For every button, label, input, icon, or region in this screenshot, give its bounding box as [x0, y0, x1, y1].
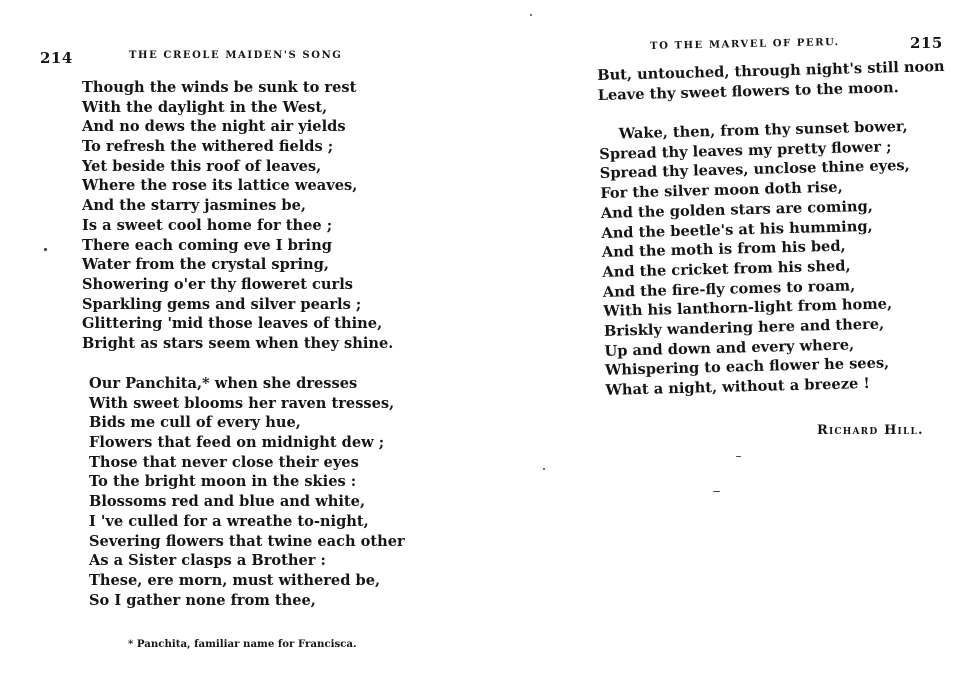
poem-line: But, untouched, through night's still noon: [597, 57, 945, 84]
footnote: * Panchita, familiar name for Francisca.: [128, 638, 357, 650]
poem-line: These, ere morn, must withered be,: [89, 571, 381, 589]
poem-line: And the cricket from his shed,: [602, 257, 851, 281]
poem-line: And the starry jasmines be,: [82, 197, 306, 215]
poem-line: Spread thy leaves, unclose thine eyes,: [599, 157, 910, 183]
poem-line: Whispering to each flower he sees,: [604, 354, 890, 380]
poem-line: Though the winds be sunk to rest: [82, 79, 357, 96]
right-text-block: [597, 57, 953, 401]
poem-line: Wake, then, from thy sunset bower,: [618, 117, 908, 143]
poem-line: Blossoms red and blue and white,: [89, 493, 366, 511]
running-head-right: TO THE MARVEL OF PERU.: [650, 37, 840, 52]
paper-speck: [44, 248, 47, 251]
poem-line: Sparkling gems and silver pearls ;: [82, 295, 362, 313]
poem-stanza-right-1: [597, 57, 953, 401]
poem-line: Flowers that feed on midnight dew ;: [89, 434, 385, 452]
poem-line: Glittering 'mid those leaves of thine,: [82, 315, 383, 333]
poem-line: And the beetle's at his humming,: [601, 217, 873, 242]
poem-stanza-left-1: [82, 78, 393, 354]
poem-line: So I gather none from thee,: [89, 591, 316, 609]
page-number-left: 214: [40, 49, 73, 67]
poem-line: Up and down and every where,: [604, 335, 855, 360]
poem-line: Briskly wandering here and there,: [603, 315, 885, 340]
poem-stanza-left-2: [89, 374, 405, 610]
poem-line: Showering o'er thy floweret curls: [82, 275, 353, 293]
poem-line: Bright as stars seem when they shine.: [82, 334, 394, 352]
poem-line: Water from the crystal spring,: [82, 256, 329, 274]
poem-line: For the silver moon doth rise,: [600, 178, 843, 203]
poem-line: What a night, without a breeze !: [605, 374, 871, 399]
running-head-left: THE CREOLE MAIDEN'S SONG: [129, 50, 343, 61]
paper-speck: [530, 14, 532, 16]
poem-line: There each coming eve I bring: [82, 236, 332, 254]
poem-line: Spread thy leaves my pretty flower ;: [599, 138, 892, 163]
poem-line: I 've culled for a wreathe to-night,: [89, 512, 369, 530]
poem-line: Where the rose its lattice weaves,: [82, 177, 358, 195]
author-signature: Richard Hill.: [817, 423, 924, 438]
poem-line: With the daylight in the West,: [82, 98, 328, 116]
poem-line: Is a sweet cool home for thee ;: [82, 216, 333, 234]
poem-line: To the bright moon in the skies :: [89, 473, 357, 491]
poem-line: With his lanthorn-light from home,: [603, 295, 893, 321]
poem-line: Our Panchita,* when she dresses: [89, 375, 358, 392]
poem-line: Severing flowers that twine each other: [89, 532, 405, 550]
poem-line: And the moth is from his bed,: [601, 237, 846, 262]
paper-speck: [713, 491, 720, 492]
poem-line: Bids me cull of every hue,: [89, 414, 301, 432]
paper-speck: [543, 468, 545, 470]
poem-line: Leave thy sweet flowers to the moon.: [597, 78, 899, 104]
right-page: [490, 0, 980, 684]
poem-line: Those that never close their eyes: [89, 453, 359, 471]
page-number-right: 215: [910, 34, 943, 52]
paper-speck: [736, 456, 741, 457]
poem-line: And no dews the night air yields: [82, 118, 346, 136]
poem-line: To refresh the withered fields ;: [82, 138, 334, 156]
poem-line: Yet beside this roof of leaves,: [82, 157, 322, 175]
poem-line: With sweet blooms her raven tresses,: [89, 394, 395, 412]
poem-line: As a Sister clasps a Brother :: [89, 552, 326, 570]
poem-line: And the golden stars are coming,: [600, 197, 874, 222]
poem-line: And the fire-fly comes to roam,: [602, 276, 856, 301]
